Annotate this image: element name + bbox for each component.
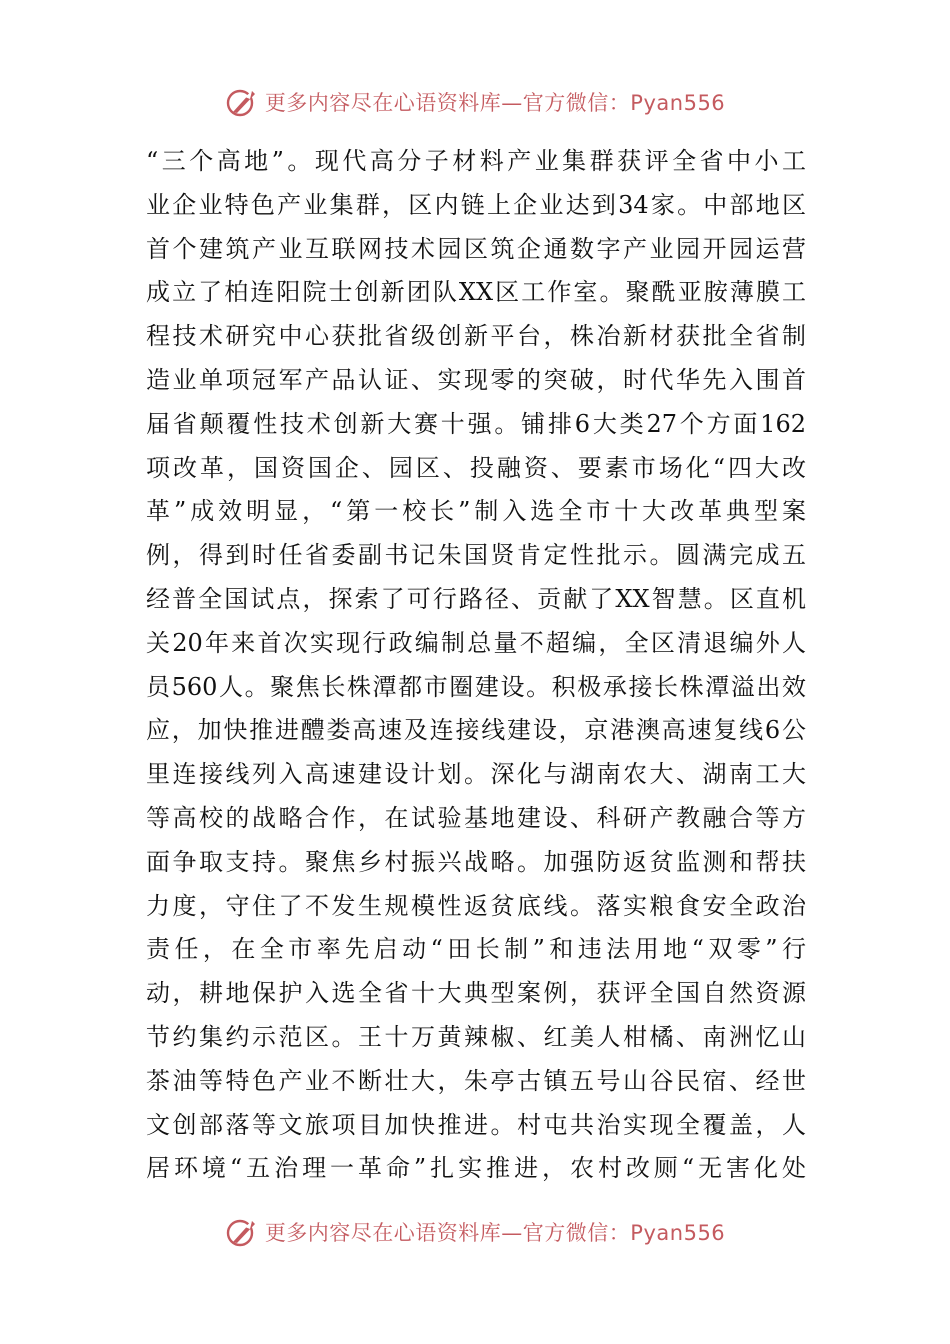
watermark-header [0,82,950,122]
watermark-text: 更多内容尽在心语资料库—官方微信：Pyan556 [264,91,726,115]
text-line: 造业单项冠军产品认证、实现零的突破，时代华先入围首 [146,365,806,394]
watermark-footer [0,1212,950,1252]
text-line: 经普全国试点，探索了可行路径、贡献了XX智慧。区直机 [146,584,806,613]
text-line: 文创部落等文旅项目加快推进。村屯共治实现全覆盖，人 [146,1110,806,1139]
text-line: 动，耕地保护入选全省十大典型案例，获评全国自然资源 [146,979,806,1008]
text-line: 届省颠覆性技术创新大赛十强。铺排6大类27个方面162 [146,409,806,438]
text-line: 应，加快推进醴娄高速及连接线建设，京港澳高速复线6公 [146,716,806,745]
text-line: 程技术研究中心获批省级创新平台，株冶新材获批全省制 [146,322,806,351]
quill-pen-circle-icon [225,1215,259,1249]
text-line: 项改革，国资国企、园区、投融资、要素市场化“四大改 [146,453,806,482]
watermark-text: 更多内容尽在心语资料库—官方微信：Pyan556 [264,1221,726,1245]
text-line: “三个高地”。现代高分子材料产业集群获评全省中小工 [146,147,806,175]
text-line: 责任，在全市率先启动“田长制”和违法用地“双零”行 [146,935,806,964]
text-line: 力度，守住了不发生规模性返贫底线。落实粮食安全政治 [146,891,806,920]
text-line: 居环境“五治理一革命”扎实推进，农村改厕“无害化处 [146,1154,806,1183]
text-line: 业企业特色产业集群，区内链上企业达到34家。中部地区 [146,190,806,219]
text-line: 成立了柏连阳院士创新团队XX区工作室。聚酰亚胺薄膜工 [146,278,806,307]
text-line: 首个建筑产业互联网技术园区筑企通数字产业园开园运营 [146,234,806,263]
text-line: 里连接线列入高速建设计划。深化与湖南农大、湖南工大 [146,760,806,789]
text-line: 等高校的战略合作，在试验基地建设、科研产教融合等方 [146,803,806,832]
text-line: 节约集约示范区。王十万黄辣椒、红美人柑橘、南洲忆山 [146,1022,806,1051]
text-line: 茶油等特色产业不断壮大，朱亭古镇五号山谷民宿、经世 [146,1066,806,1095]
text-line: 员560人。聚焦长株潭都市圈建设。积极承接长株潭溢出效 [146,672,806,701]
document-body [146,140,806,1191]
text-line: 革”成效明显，“第一校长”制入选全市十大改革典型案 [146,497,806,526]
text-line: 面争取支持。聚焦乡村振兴战略。加强防返贫监测和帮扶 [146,847,806,876]
text-line: 关20年来首次实现行政编制总量不超编，全区清退编外人 [146,628,806,657]
text-line: 例，得到时任省委副书记朱国贤肯定性批示。圆满完成五 [146,541,806,570]
quill-pen-circle-icon [225,85,259,119]
